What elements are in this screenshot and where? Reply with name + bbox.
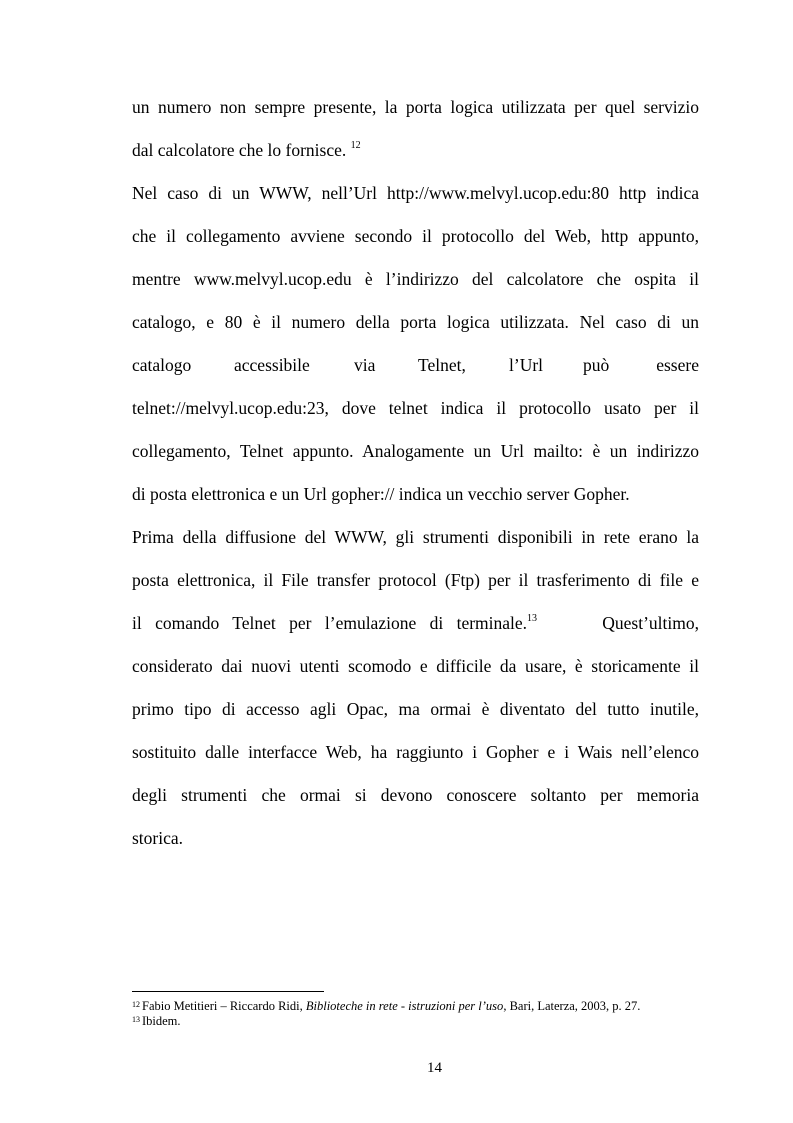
body-line [132, 139, 699, 161]
word: catalogo [132, 355, 192, 375]
body-line: collegamento, Telnet appunto. Analogamente un Url mailto: è un indirizzo [132, 441, 699, 461]
word: Telnet, [418, 355, 466, 375]
body-line: un numero non sempre presente, la porta logica utilizzata per quel servizio [132, 97, 699, 117]
footnote-13 [132, 1014, 181, 1029]
body-line: Nel caso di un WWW, nell’Url http://www.melvyl.ucop.edu:80 http indica [132, 183, 699, 203]
word: può [583, 355, 610, 375]
word: l’Url [509, 355, 544, 375]
word: essere [656, 355, 699, 375]
footnote-12 [132, 999, 640, 1014]
page-number: 14 [427, 1060, 442, 1076]
body-line: che il collegamento avviene secondo il protocollo del Web, http appunto, [132, 226, 699, 246]
body-line: sostituito dalle interfacce Web, ha raggiunto i Gopher e i Wais nell’elenco [132, 742, 699, 762]
footnote-title: Biblioteche in rete - istruzioni per l’uso [305, 999, 504, 1013]
word: accessibile [234, 355, 310, 375]
footnote-rest: , Bari, Laterza, 2003, p. 27. [503, 999, 641, 1013]
footnote-separator [132, 991, 324, 992]
body-line: primo tipo di accesso agli Opac, ma ormai è diventato del tutto inutile, [132, 699, 699, 719]
body-line-text: il comando Telnet per l’emulazione di terminale.$^{13}$ [132, 613, 538, 633]
body-line: telnet://melvyl.ucop.edu:23, dove telnet indica il protocollo usato per il [132, 398, 699, 418]
footnote-ref-13[interactable]: 13 [527, 613, 538, 624]
body-line-text: Quest’ultimo, [602, 613, 699, 633]
body-line: degli strumenti che ormai si devono conoscere soltanto per memoria [132, 785, 699, 805]
body-line-text: dal calcolatore che lo fornisce. [132, 140, 347, 160]
body-line: mentre www.melvyl.ucop.edu è l’indirizzo del calcolatore che ospita il [132, 269, 699, 289]
word: via [354, 355, 376, 375]
body-line: Prima della diffusione del WWW, gli strumenti disponibili in rete erano la [132, 527, 699, 547]
body-line: catalogo, e 80 è il numero della porta logica utilizzata. Nel caso di un [132, 312, 699, 332]
footnote-number: 12 [132, 1000, 140, 1009]
body-line: considerato dai nuovi utenti scomodo e difficile da usare, è storicamente il [132, 656, 699, 676]
footnote-number: 13 [132, 1015, 140, 1024]
footnote-text: Ibidem. [142, 1014, 181, 1028]
footnote-ref-12[interactable]: 12 [350, 140, 361, 151]
footnote-authors: Fabio Metitieri – Riccardo Ridi, [142, 999, 306, 1013]
body-line: storica. [132, 828, 184, 848]
body-line: posta elettronica, il File transfer protocol (Ftp) per il trasferimento di file e [132, 570, 699, 590]
body-line: di posta elettronica e un Url gopher:// indica un vecchio server Gopher. [132, 484, 630, 504]
